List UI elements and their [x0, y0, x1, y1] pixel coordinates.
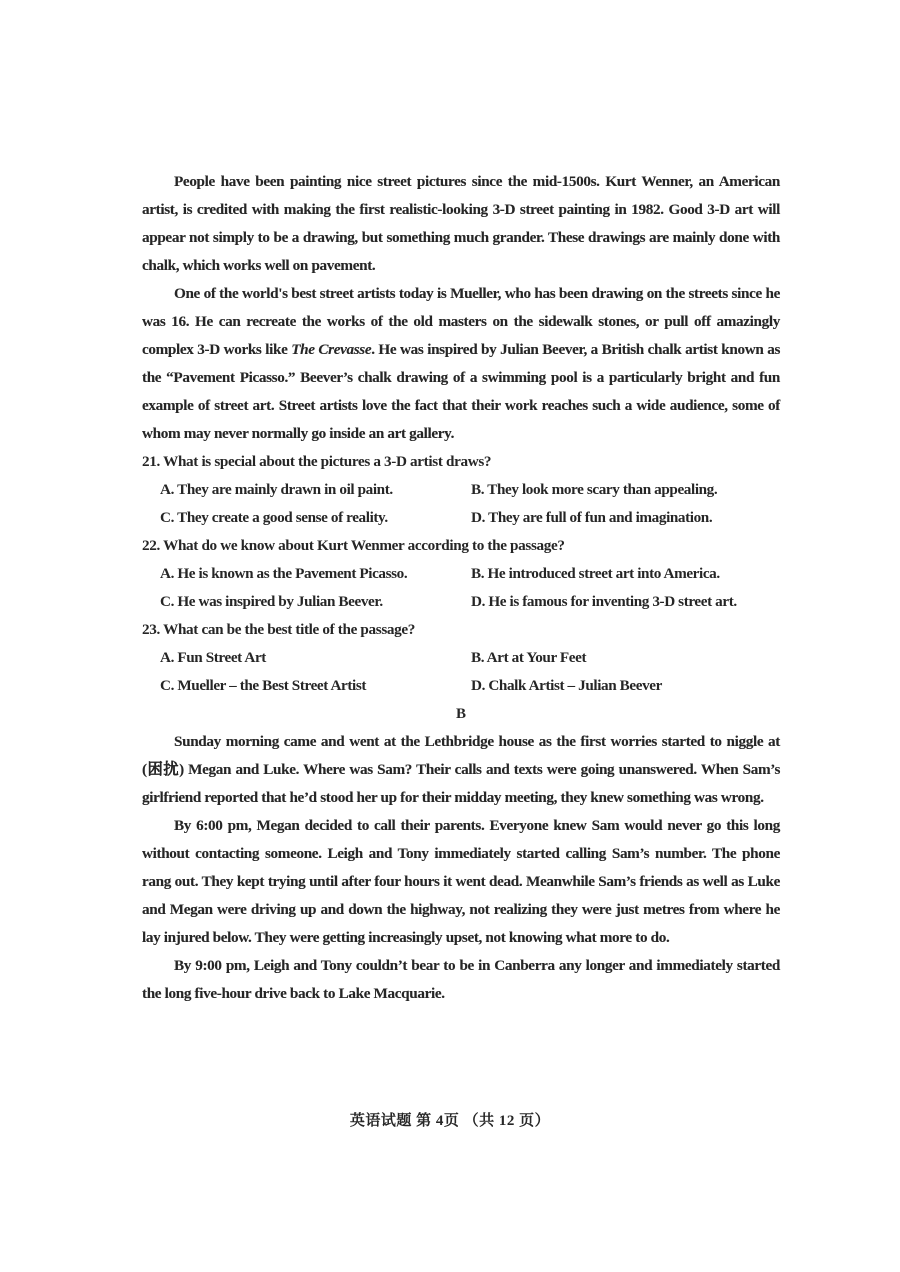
page-footer: 英语试题 第 4页 （共 12 页）	[349, 1113, 551, 1129]
option-c: C. They create a good sense of reality.	[160, 509, 388, 526]
text-segment: One of the world's best street artists today is Mueller, who has been drawing on the streets since he was 16. He can recreate the works of the old masters on the sidewalk stones, or pull off amazingly complex 3-D works like	[142, 285, 780, 358]
text-segment: . He was inspired by Julian Beever, a British chalk artist known as the “Pavement Picasso.” Beever’s chalk drawing of a swimming pool is a particularly bright and fun example of street art. Street artists love the fact that their work reaches such a wide audience, some of whom may never normally go inside an art gallery.	[142, 341, 781, 442]
question-stem: 23. What can be the best title of the passage?	[142, 621, 416, 638]
passage-b-paragraph-3: By 9:00 pm, Leigh and Tony couldn’t bear to be in Canberra any longer and immediately started the long five-hour drive back to Lake Macquarie.	[142, 957, 780, 1002]
option-a: A. They are mainly drawn in oil paint.	[160, 481, 393, 498]
option-a: A. He is known as the Pavement Picasso.	[160, 565, 408, 582]
passage-b-paragraph-2: By 6:00 pm, Megan decided to call their parents. Everyone knew Sam would never go this long without contacting someone. Leigh and Tony immediately started calling Sam’s number. The phone rang out. They kept trying until after four hours it went dead. Meanwhile Sam’s friends as well as Luke and Megan were driving up and down the highway, not realizing they were just metres from where he lay injured below. They were getting increasingly upset, not knowing what more to do.	[142, 817, 780, 946]
passage-a-paragraph-1: People have been painting nice street pictures since the mid-1500s. Kurt Wenner, an American artist, is credited with making the first realistic-looking 3-D street painting in 1982. Good 3-D art will appear not simply to be a drawing, but something much grander. These drawings are mainly done with chalk, which works well on pavement.	[142, 173, 780, 274]
option-d: D. He is famous for inventing 3-D street art.	[471, 593, 737, 610]
question-22	[142, 532, 780, 616]
option-c: C. He was inspired by Julian Beever.	[160, 593, 383, 610]
option-b: B. Art at Your Feet	[471, 649, 587, 666]
passage-a-paragraph-2	[142, 280, 780, 448]
option-b: B. He introduced street art into America.	[471, 565, 720, 582]
question-stem: 21. What is special about the pictures a 3-D artist draws?	[142, 453, 492, 470]
option-c: C. Mueller – the Best Street Artist	[160, 677, 367, 694]
exam-page	[142, 168, 780, 1008]
options	[142, 560, 780, 616]
option-d: D. Chalk Artist – Julian Beever	[471, 677, 662, 694]
question-23	[142, 616, 780, 700]
option-b: B. They look more scary than appealing.	[471, 481, 718, 498]
passage-b-paragraph-1: Sunday morning came and went at the Lethbridge house as the first worries started to niggle at (困扰) Megan and Luke. Where was Sam? Their calls and texts were going unanswered. When Sam’s girlfriend reported that he’d stood her up for their midday meeting, they knew something was wrong.	[142, 733, 780, 806]
option-d: D. They are full of fun and imagination.	[471, 509, 713, 526]
section-label-b: B	[455, 706, 466, 722]
options	[142, 476, 780, 532]
option-a: A. Fun Street Art	[160, 649, 266, 666]
options	[142, 644, 780, 700]
question-21	[142, 448, 780, 532]
question-stem: 22. What do we know about Kurt Wenmer according to the passage?	[142, 537, 565, 554]
artwork-title: The Crevasse	[291, 341, 372, 358]
